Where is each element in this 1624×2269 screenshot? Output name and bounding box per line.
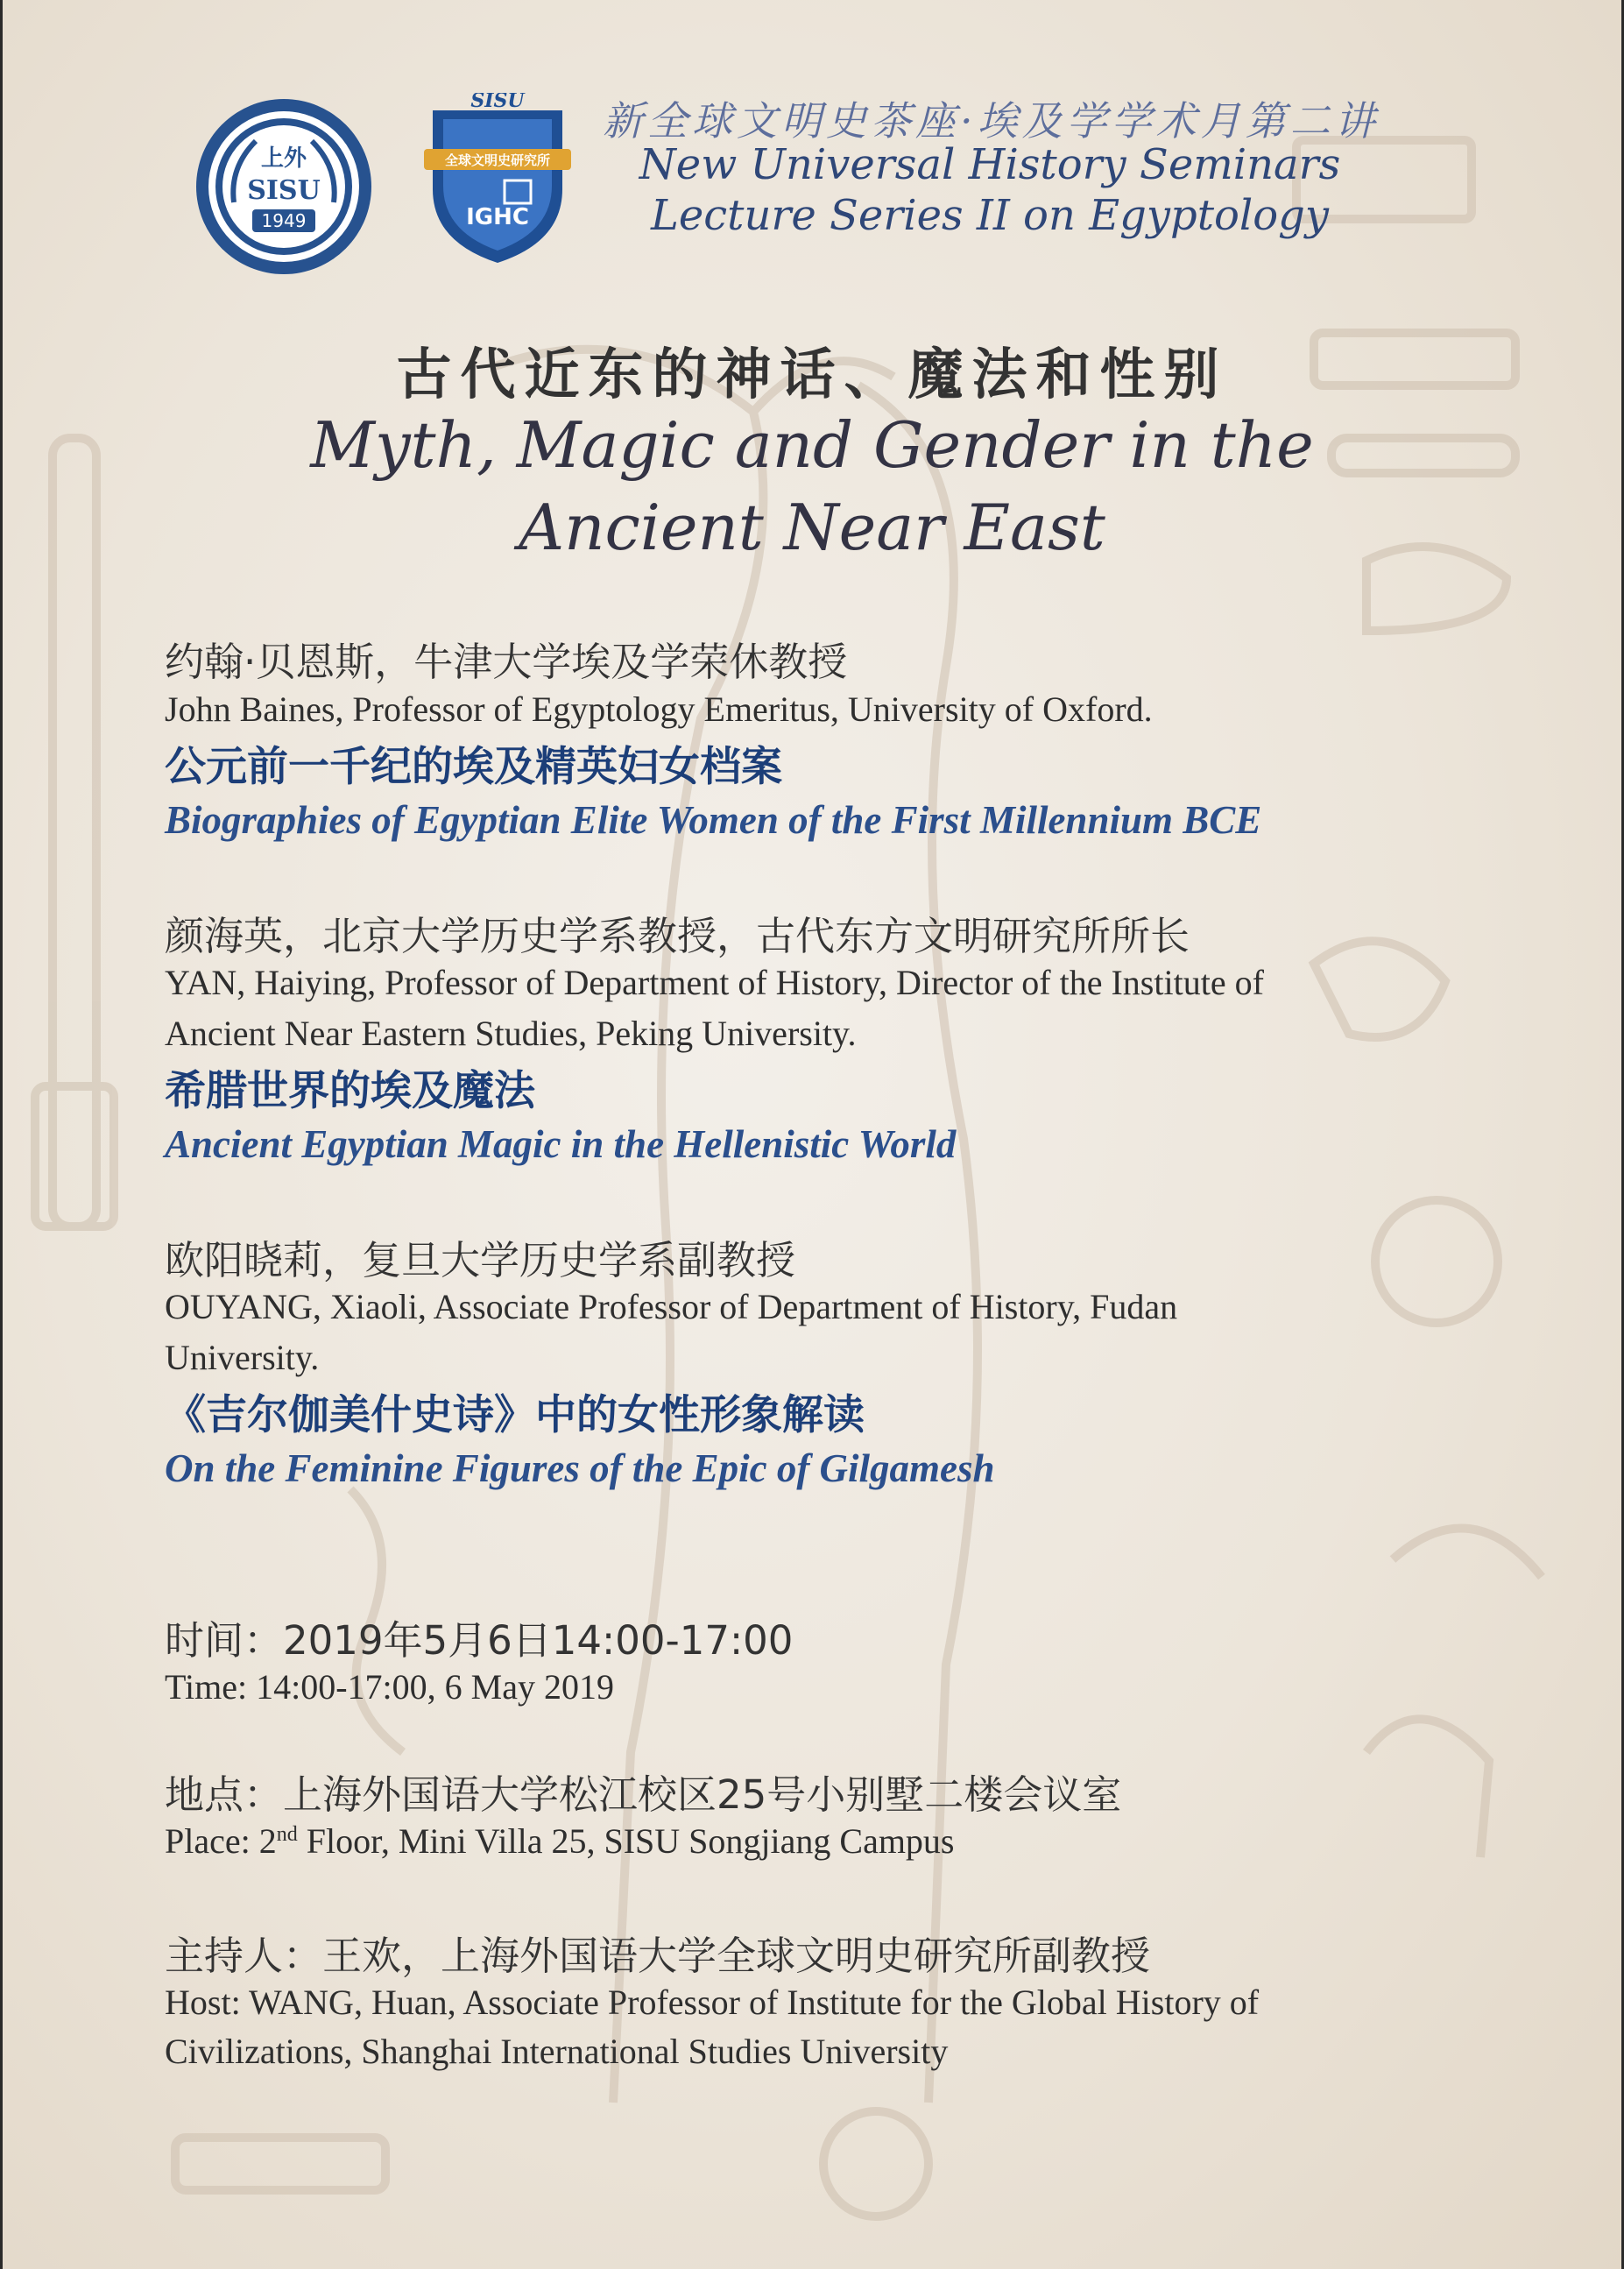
place-en-ordinal: nd <box>276 1823 298 1846</box>
place-cn: 地点：上海外国语大学松江校区25号小别墅二楼会议室 <box>165 1771 1122 1818</box>
place-en <box>165 1820 955 1862</box>
svg-text:上外: 上外 <box>260 145 307 172</box>
speaker-3-name-en-line1: OUYANG, Xiaoli, Associate Professor of Department of History, Fudan <box>165 1287 1178 1326</box>
speaker-1-topic-cn: 公元前一千纪的埃及精英妇女档案 <box>165 743 782 791</box>
ighc-institute-logo <box>420 93 575 265</box>
series-title-en-line2: Lecture Series II on Egyptology <box>651 191 1329 240</box>
speaker-1-name-cn: 约翰·贝恩斯，牛津大学埃及学荣休教授 <box>165 639 848 685</box>
time-cn: 时间：2019年5月6日14:00-17:00 <box>165 1617 794 1664</box>
host-en-line2: Civilizations, Shanghai International Studies University <box>165 2032 949 2071</box>
speaker-3-topic-cn: 《吉尔伽美什史诗》中的女性形象解读 <box>165 1391 865 1439</box>
svg-text:SISU: SISU <box>247 175 321 206</box>
svg-text:SISU: SISU <box>470 93 525 112</box>
main-title-cn: 古代近东的神话、魔法和性别 <box>396 343 1228 406</box>
place-en-suffix: Floor, Mini Villa 25, SISU Songjiang Campus <box>297 1821 955 1861</box>
speaker-2-topic-cn: 希腊世界的埃及魔法 <box>165 1067 535 1115</box>
speaker-1-topic-en: Biographies of Egyptian Elite Women of the First Millennium BCE <box>165 798 1262 842</box>
speaker-2-name-en-line1: YAN, Haiying, Professor of Department of History, Director of the Institute of <box>165 963 1264 1002</box>
series-title-en-line1: New Universal History Seminars <box>639 140 1341 189</box>
main-title-en-line2: Ancient Near East <box>519 491 1105 564</box>
svg-text:全球文明史研究所: 全球文明史研究所 <box>444 152 551 168</box>
main-title-en-line1: Myth, Magic and Gender in the <box>310 408 1314 482</box>
speaker-2-name-cn: 颜海英，北京大学历史学系教授，古代东方文明研究所所长 <box>165 913 1190 959</box>
series-title-cn: 新全球文明史茶座·埃及学学术月第二讲 <box>603 97 1380 145</box>
place-en-prefix: Place: 2 <box>165 1821 277 1861</box>
host-en-line1: Host: WANG, Huan, Associate Professor of Institute for the Global History of <box>165 1983 1260 2022</box>
speaker-3-topic-en: On the Feminine Figures of the Epic of Gilgamesh <box>165 1446 995 1490</box>
svg-text:1949: 1949 <box>261 210 307 231</box>
speaker-3-name-cn: 欧阳晓莉，复旦大学历史学系副教授 <box>165 1237 796 1283</box>
speaker-3-name-en-line2: University. <box>165 1338 320 1377</box>
speaker-2-name-en-line2: Ancient Near Eastern Studies, Peking University. <box>165 1014 857 1053</box>
speaker-2-topic-en: Ancient Egyptian Magic in the Hellenistic World <box>165 1122 957 1166</box>
speaker-1-name-en: John Baines, Professor of Egyptology Emeritus, University of Oxford. <box>165 689 1153 729</box>
host-cn: 主持人：王欢，上海外国语大学全球文明史研究所副教授 <box>165 1933 1151 1979</box>
sisu-seal-logo <box>194 97 373 276</box>
time-en: Time: 14:00-17:00, 6 May 2019 <box>165 1667 614 1707</box>
svg-text:IGHC: IGHC <box>466 204 529 230</box>
